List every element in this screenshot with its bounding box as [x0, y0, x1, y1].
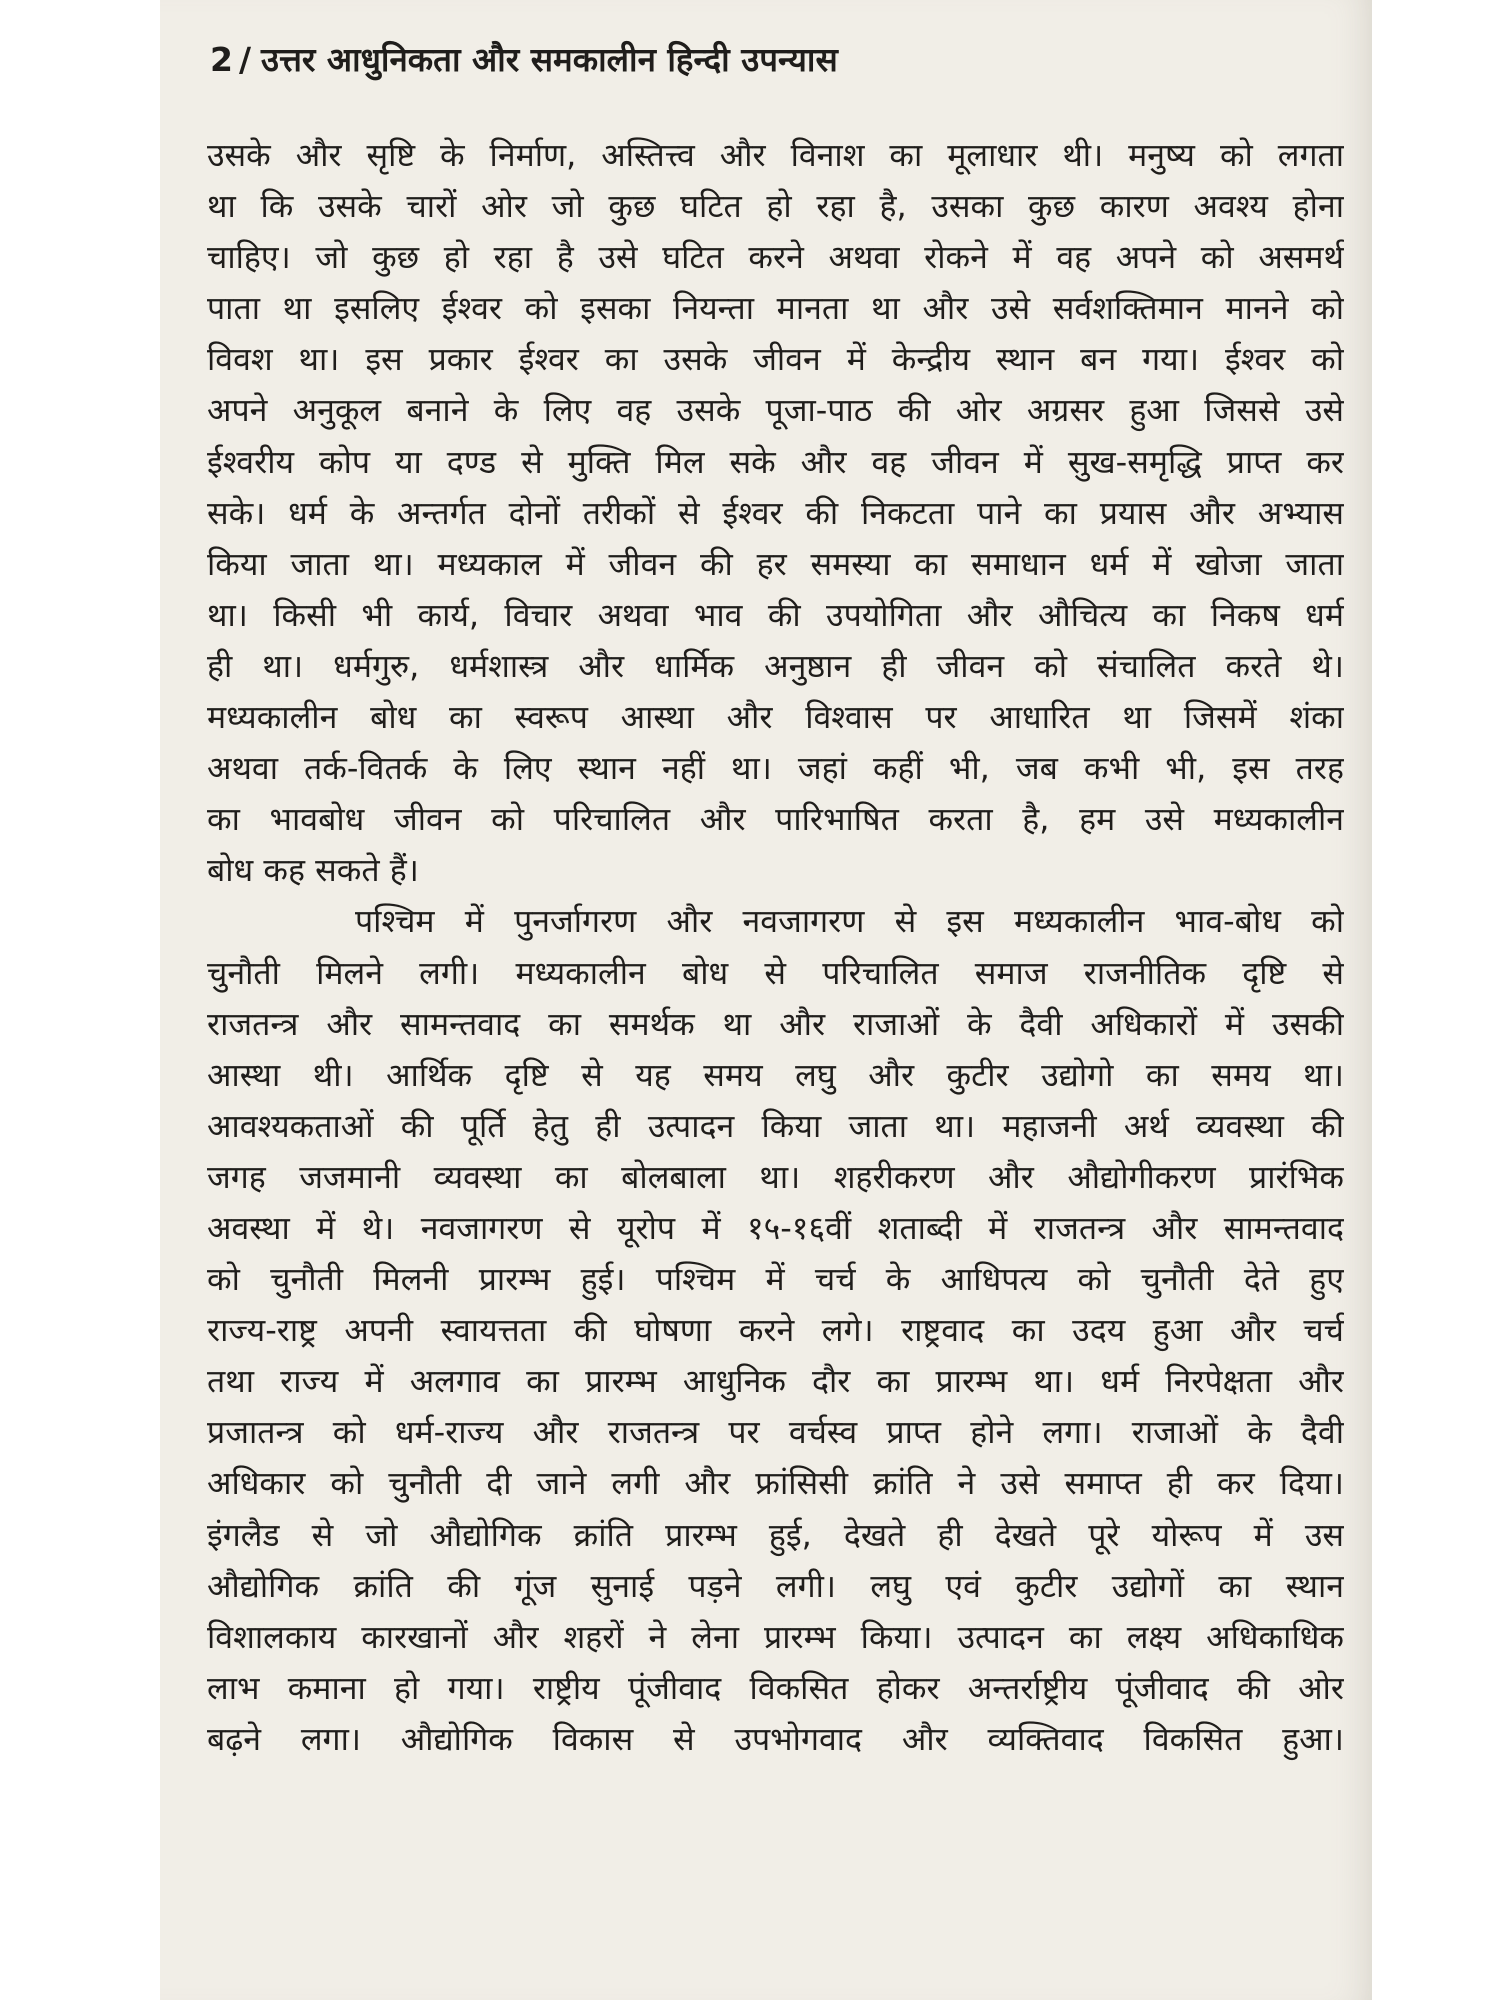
- text-line: अथवा तर्क-वितर्क के लिए स्थान नहीं था। जहां कहीं भी, जब कभी भी, इस तरह: [207, 749, 1344, 788]
- text-line: मध्यकालीन बोध का स्वरूप आस्था और विश्वास पर आधारित था जिसमें शंका: [207, 698, 1344, 737]
- text-line: अपने अनुकूल बनाने के लिए वह उसके पूजा-पाठ की ओर अग्रसर हुआ जिससे उसे: [207, 391, 1344, 430]
- text-line: बढ़ने लगा। औद्योगिक विकास से उपभोगवाद और व्यक्तिवाद विकसित हुआ।: [207, 1719, 1344, 1758]
- text-line: विशालकाय कारखानों और शहरों ने लेना प्रारम्भ किया। उत्पादन का लक्ष्य अधिकाधिक: [207, 1617, 1344, 1656]
- text-line: राज्य-राष्ट्र अपनी स्वायत्तता की घोषणा करने लगे। राष्ट्रवाद का उदय हुआ और चर्च: [207, 1311, 1344, 1350]
- header-separator: /: [238, 40, 252, 79]
- body-text: [207, 130, 1344, 1765]
- text-line: लाभ कमाना हो गया। राष्ट्रीय पूंजीवाद विकसित होकर अन्तर्राष्ट्रीय पूंजीवाद की ओर: [207, 1668, 1344, 1707]
- text-line: जगह जजमानी व्यवस्था का बोलबाला था। शहरीकरण और औद्योगीकरण प्रारंभिक: [207, 1157, 1344, 1196]
- text-line: चुनौती मिलने लगी। मध्यकालीन बोध से परिचालित समाज राजनीतिक दृष्टि से: [207, 953, 1344, 992]
- text-line: था। किसी भी कार्य, विचार अथवा भाव की उपयोगिता और औचित्य का निकष धर्म: [207, 595, 1344, 634]
- text-line: प्रजातन्त्र को धर्म-राज्य और राजतन्त्र पर वर्चस्व प्राप्त होने लगा। राजाओं के दैवी: [207, 1413, 1344, 1452]
- text-line: था कि उसके चारों ओर जो कुछ घटित हो रहा है, उसका कुछ कारण अवश्य होना: [207, 187, 1344, 226]
- text-line: पश्चिम में पुनर्जागरण और नवजागरण से इस मध्यकालीन भाव-बोध को: [355, 902, 1344, 941]
- text-line: औद्योगिक क्रांति की गूंज सुनाई पड़ने लगी। लघु एवं कुटीर उद्योगों का स्थान: [207, 1566, 1344, 1605]
- text-line: तथा राज्य में अलगाव का प्रारम्भ आधुनिक दौर का प्रारम्भ था। धर्म निरपेक्षता और: [207, 1362, 1344, 1401]
- book-title: उत्तर आधुनिकता और समकालीन हिन्दी उपन्यास: [261, 40, 838, 79]
- text-line: पाता था इसलिए ईश्वर को इसका नियन्ता मानता था और उसे सर्वशक्तिमान मानने को: [207, 289, 1344, 328]
- text-line: आवश्यकताओं की पूर्ति हेतु ही उत्पादन किया जाता था। महाजनी अर्थ व्यवस्था की: [207, 1106, 1344, 1145]
- text-line: अधिकार को चुनौती दी जाने लगी और फ्रांसिसी क्रांति ने उसे समाप्त ही कर दिया।: [207, 1464, 1344, 1503]
- text-line: बोध कह सकते हैं।: [207, 851, 419, 890]
- text-line: ईश्वरीय कोप या दण्ड से मुक्ति मिल सके और वह जीवन में सुख-समृद्धि प्राप्त कर: [207, 442, 1344, 481]
- text-line: को चुनौती मिलनी प्रारम्भ हुई। पश्चिम में चर्च के आधिपत्य को चुनौती देते हुए: [207, 1260, 1344, 1299]
- text-line: ही था। धर्मगुरु, धर्मशास्त्र और धार्मिक अनुष्ठान ही जीवन को संचालित करते थे।: [207, 646, 1344, 685]
- text-line: उसके और सृष्टि के निर्माण, अस्तित्त्व और विनाश का मूलाधार थी। मनुष्य को लगता: [207, 136, 1344, 174]
- paragraph: [207, 896, 1344, 1765]
- text-line: आस्था थी। आर्थिक दृष्टि से यह समय लघु और कुटीर उद्योगो का समय था।: [207, 1055, 1344, 1094]
- text-line: राजतन्त्र और सामन्तवाद का समर्थक था और राजाओं के दैवी अधिकारों में उसकी: [207, 1004, 1344, 1043]
- running-header: [210, 34, 1320, 86]
- text-line: इंगलैड से जो औद्योगिक क्रांति प्रारम्भ हुई, देखते ही देखते पूरे योरूप में उस: [207, 1515, 1344, 1554]
- text-line: विवश था। इस प्रकार ईश्वर का उसके जीवन में केन्द्रीय स्थान बन गया। ईश्वर को: [207, 340, 1344, 379]
- text-line: चाहिए। जो कुछ हो रहा है उसे घटित करने अथवा रोकने में वह अपने को असमर्थ: [207, 238, 1344, 277]
- text-line: का भावबोध जीवन को परिचालित और पारिभाषित करता है, हम उसे मध्यकालीन: [207, 800, 1344, 839]
- page-number: 2: [210, 40, 233, 79]
- text-line: किया जाता था। मध्यकाल में जीवन की हर समस्या का समाधान धर्म में खोजा जाता: [207, 544, 1344, 583]
- paragraph: [207, 130, 1344, 896]
- text-line: अवस्था में थे। नवजागरण से यूरोप में १५-१६वीं शताब्दी में राजतन्त्र और सामन्तवाद: [207, 1208, 1344, 1247]
- text-line: सके। धर्म के अन्तर्गत दोनों तरीकों से ईश्वर की निकटता पाने का प्रयास और अभ्यास: [207, 493, 1344, 532]
